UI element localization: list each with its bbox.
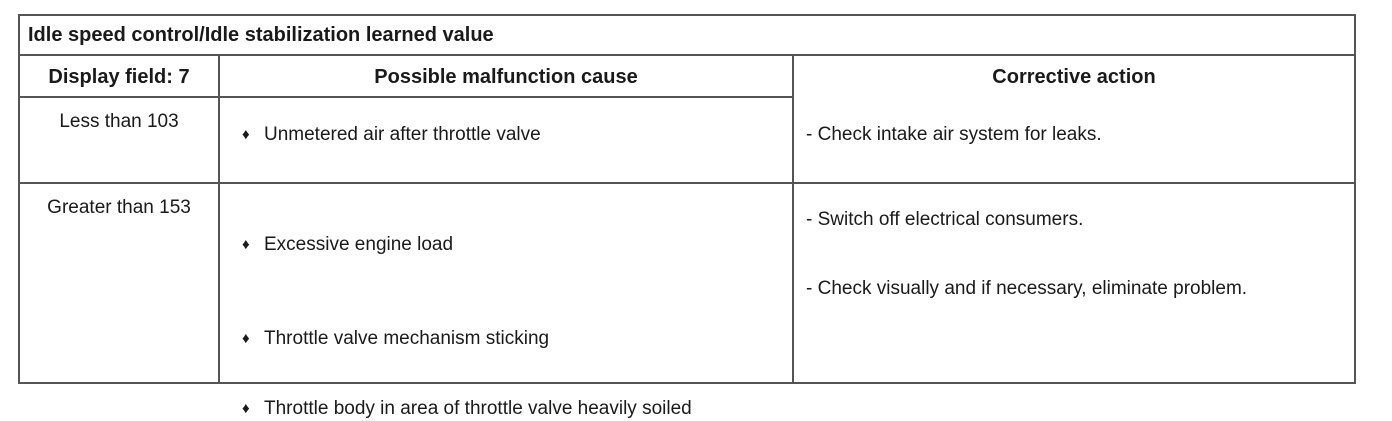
header-possible-cause: Possible malfunction cause — [374, 66, 638, 88]
row-1-cause-1 — [238, 122, 778, 147]
row-1-action-1: - Check intake air system for leaks. — [806, 124, 1102, 145]
row-2-action-1: - Switch off electrical consumers. — [806, 209, 1084, 230]
cause-text: Excessive engine load — [264, 234, 454, 255]
header-corrective-action: Corrective action — [992, 66, 1156, 88]
bullet-diamond-icon: ♦ — [242, 236, 250, 253]
row-2-cause-1 — [238, 232, 778, 257]
cause-text: Unmetered air after throttle valve — [264, 124, 541, 145]
cause-text: Throttle body in area of throttle valve heavily soiled — [264, 398, 692, 419]
bullet-diamond-icon: ♦ — [242, 330, 250, 347]
row-2-action-2: - Check visually and if necessary, eliminate problem. — [806, 278, 1248, 299]
bullet-diamond-icon: ♦ — [242, 400, 250, 417]
display-value-text: Greater than 153 — [47, 197, 191, 218]
row-2-display-value — [20, 196, 218, 219]
row-divider — [20, 96, 792, 98]
cause-text: Throttle valve mechanism sticking — [264, 328, 550, 349]
row-1-display-value: Less than 103 — [59, 111, 179, 132]
table-title: Idle speed control/Idle stabilization learned value — [20, 16, 1354, 56]
diagnostic-table — [18, 14, 1356, 419]
column-divider — [792, 56, 794, 382]
header-display-field: Display field: 7 — [48, 66, 190, 88]
column-divider — [218, 56, 220, 382]
row-2-cause-2 — [238, 326, 778, 351]
bullet-diamond-icon: ♦ — [242, 126, 250, 143]
row-divider — [20, 182, 1354, 184]
